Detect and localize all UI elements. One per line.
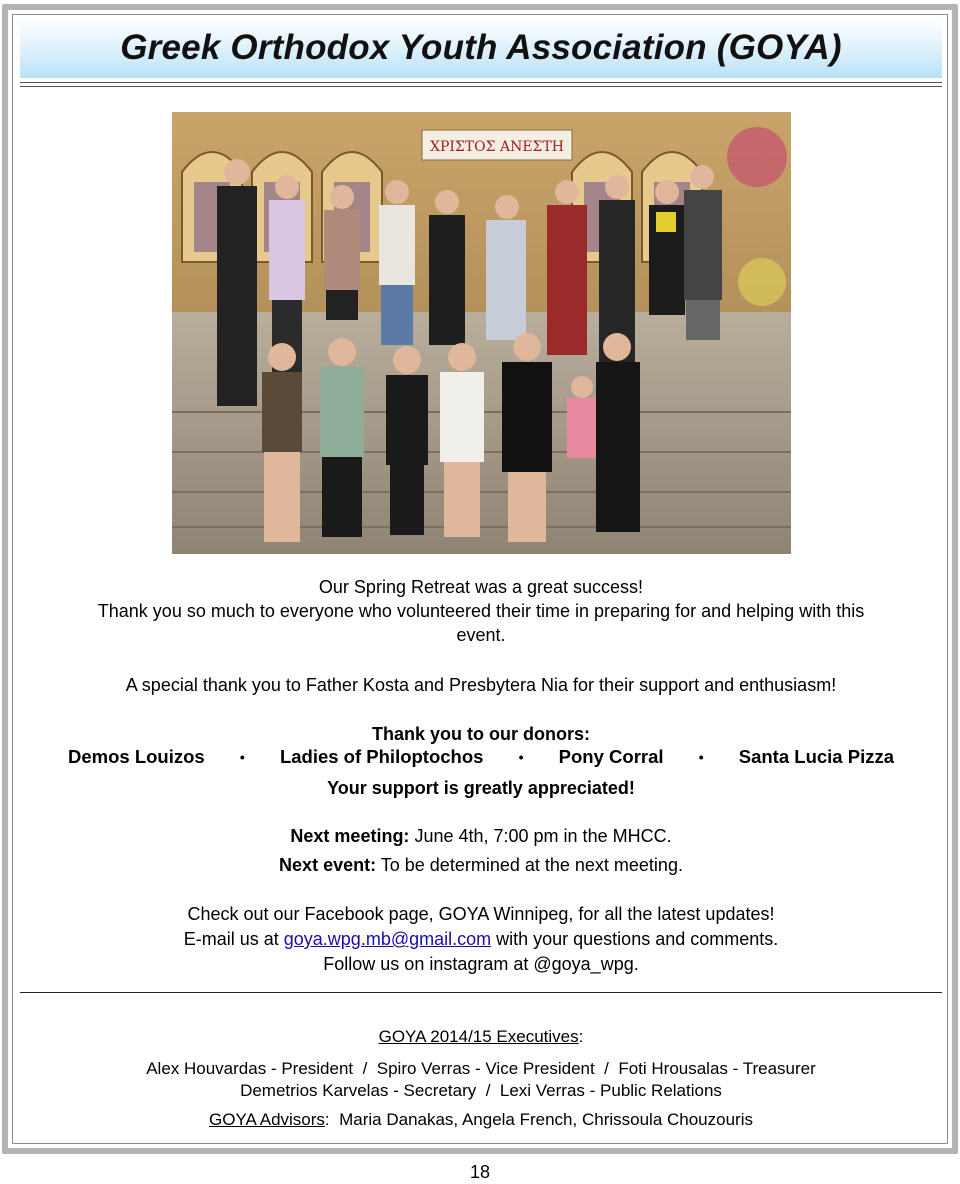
next-event <box>20 853 942 877</box>
retreat-message-line3: event. <box>456 625 506 645</box>
donor-list <box>68 746 894 768</box>
email-line <box>20 927 942 951</box>
group-photo-illustration <box>172 112 791 554</box>
advisors-label: GOYA Advisors <box>209 1110 325 1129</box>
donor-name: Ladies of Philoptochos <box>279 746 484 767</box>
donors-closing: Your support is greatly appreciated! <box>327 778 635 798</box>
title-rule-top <box>20 82 942 83</box>
next-event-value: To be determined at the next meeting. <box>380 855 683 875</box>
facebook-note: Check out our Facebook page, GOYA Winnipeg, for all the latest updates! <box>187 904 775 924</box>
section-divider <box>20 992 942 993</box>
retreat-message-line1: Our Spring Retreat was a great success! <box>318 577 644 597</box>
email-prefix: E-mail us at <box>183 929 284 949</box>
title-banner <box>20 18 942 78</box>
title-rule-bottom <box>20 86 942 87</box>
advisors-colon: : <box>324 1110 330 1129</box>
photo-banner-text: ΧΡΙΣΤΟΣ ΑΝΕΣΤΗ <box>429 139 565 155</box>
donor-name: Pony Corral <box>558 746 664 767</box>
special-thanks: A special thank you to Father Kosta and Presbytera Nia for their support and enthusiasm! <box>125 675 837 695</box>
executives-line1: Alex Houvardas - President / Spiro Verras - Vice President / Foti Hrousalas - Treasurer <box>146 1059 816 1078</box>
group-photo <box>172 112 791 554</box>
bullet-separator: • <box>698 749 704 765</box>
donor-name: Demos Louizos <box>68 746 205 767</box>
donor-name: Santa Lucia Pizza <box>738 746 894 767</box>
instagram-note: Follow us on instagram at @goya_wpg. <box>323 954 639 974</box>
email-link[interactable]: goya.wpg.mb@gmail.com <box>283 929 492 949</box>
executives-heading-colon: : <box>578 1027 584 1046</box>
bullet-separator: • <box>239 749 245 765</box>
next-meeting-label: Next meeting: <box>290 826 410 846</box>
executives-heading <box>20 1026 942 1048</box>
advisors-line <box>20 1109 942 1131</box>
next-event-label: Next event: <box>279 855 377 875</box>
executives-line2: Demetrios Karvelas - Secretary / Lexi Verras - Public Relations <box>240 1081 722 1100</box>
page-title: Greek Orthodox Youth Association (GOYA) <box>120 28 842 67</box>
next-meeting-value: June 4th, 7:00 pm in the MHCC. <box>414 826 672 846</box>
executives-heading-text: GOYA 2014/15 Executives <box>378 1027 579 1046</box>
bullet-separator: • <box>518 749 524 765</box>
email-suffix: with your questions and comments. <box>491 929 779 949</box>
next-meeting <box>20 824 942 848</box>
page-number: 18 <box>469 1162 491 1182</box>
donors-heading: Thank you to our donors: <box>372 724 590 744</box>
advisors-names: Maria Danakas, Angela French, Chrissoula Chouzouris <box>339 1110 753 1129</box>
retreat-message-line2: Thank you so much to everyone who volunteered their time in preparing for and helping with this <box>97 601 865 621</box>
